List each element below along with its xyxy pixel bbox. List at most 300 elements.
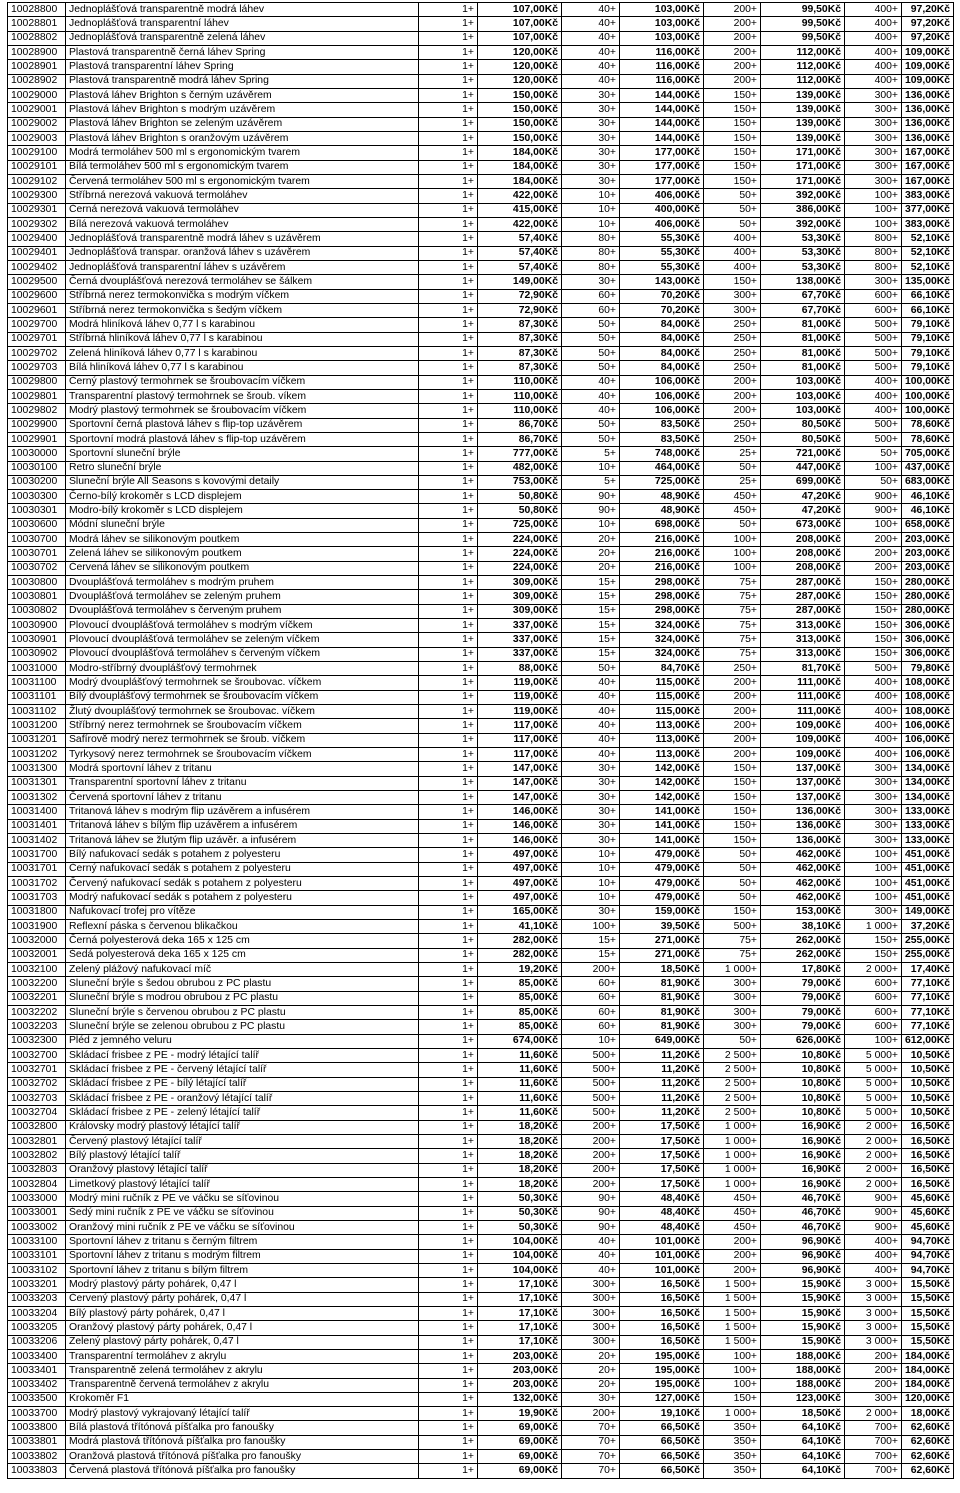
- price-tier-3: 109,00Kč: [761, 748, 845, 762]
- qty-tier-2: 10+: [562, 518, 620, 532]
- product-code: 10032001: [8, 948, 66, 962]
- price-tier-2: 127,00Kč: [620, 1392, 704, 1406]
- product-name: Dvouplášťová termoláhev se zeleným pruhem: [66, 590, 419, 604]
- table-row: [8, 862, 954, 876]
- qty-tier-1: 1+: [419, 504, 478, 518]
- price-tier-1: 85,00Kč: [478, 1020, 562, 1034]
- qty-tier-3: 200+: [704, 17, 761, 31]
- price-tier-3: 103,00Kč: [761, 404, 845, 418]
- price-tier-2: 17,50Kč: [620, 1134, 704, 1148]
- qty-tier-4: 700+: [845, 1421, 902, 1435]
- price-tier-2: 103,00Kč: [620, 31, 704, 45]
- qty-tier-1: 1+: [419, 131, 478, 145]
- price-tier-1: 107,00Kč: [478, 3, 562, 17]
- price-tier-3: 81,00Kč: [761, 361, 845, 375]
- product-code: 10033800: [8, 1421, 66, 1435]
- product-name: Tritanová láhev se žlutým flip uzávěr. a infusérem: [66, 834, 419, 848]
- qty-tier-2: 60+: [562, 991, 620, 1005]
- table-row: [8, 705, 954, 719]
- qty-tier-3: 250+: [704, 432, 761, 446]
- price-tier-4: 109,00Kč: [902, 74, 954, 88]
- product-code: 10031000: [8, 662, 66, 676]
- price-tier-4: 37,20Kč: [902, 920, 954, 934]
- qty-tier-4: 150+: [845, 604, 902, 618]
- qty-tier-4: 3 000+: [845, 1278, 902, 1292]
- price-tier-1: 11,60Kč: [478, 1106, 562, 1120]
- price-tier-3: 16,90Kč: [761, 1177, 845, 1191]
- price-tier-1: 50,30Kč: [478, 1220, 562, 1234]
- qty-tier-1: 1+: [419, 576, 478, 590]
- product-code: 10030800: [8, 576, 66, 590]
- qty-tier-1: 1+: [419, 676, 478, 690]
- product-code: 10028901: [8, 60, 66, 74]
- price-tier-3: 111,00Kč: [761, 705, 845, 719]
- product-code: 10031402: [8, 834, 66, 848]
- qty-tier-1: 1+: [419, 189, 478, 203]
- qty-tier-4: 400+: [845, 60, 902, 74]
- price-tier-1: 120,00Kč: [478, 74, 562, 88]
- product-code: 10033002: [8, 1220, 66, 1234]
- price-tier-4: 10,50Kč: [902, 1106, 954, 1120]
- price-tier-4: 136,00Kč: [902, 131, 954, 145]
- price-tier-3: 111,00Kč: [761, 690, 845, 704]
- qty-tier-4: 300+: [845, 805, 902, 819]
- table-row: [8, 1048, 954, 1062]
- qty-tier-3: 1 500+: [704, 1278, 761, 1292]
- price-tier-1: 309,00Kč: [478, 604, 562, 618]
- qty-tier-1: 1+: [419, 318, 478, 332]
- product-name: Šedý mini ručník z PE ve váčku se síťovinou: [66, 1206, 419, 1220]
- qty-tier-2: 500+: [562, 1106, 620, 1120]
- qty-tier-4: 800+: [845, 232, 902, 246]
- price-tier-2: 81,90Kč: [620, 1020, 704, 1034]
- price-tier-3: 99,50Kč: [761, 31, 845, 45]
- table-row: [8, 217, 954, 231]
- qty-tier-2: 70+: [562, 1421, 620, 1435]
- qty-tier-2: 40+: [562, 733, 620, 747]
- price-tier-4: 79,10Kč: [902, 318, 954, 332]
- product-code: 10031202: [8, 748, 66, 762]
- price-tier-1: 104,00Kč: [478, 1249, 562, 1263]
- qty-tier-4: 100+: [845, 189, 902, 203]
- price-tier-1: 17,10Kč: [478, 1321, 562, 1335]
- qty-tier-4: 400+: [845, 17, 902, 31]
- price-tier-2: 66,50Kč: [620, 1435, 704, 1449]
- price-tier-3: 137,00Kč: [761, 776, 845, 790]
- table-row: [8, 332, 954, 346]
- table-row: [8, 1407, 954, 1421]
- qty-tier-2: 30+: [562, 117, 620, 131]
- price-tier-4: 77,10Kč: [902, 1020, 954, 1034]
- qty-tier-2: 30+: [562, 131, 620, 145]
- qty-tier-3: 300+: [704, 303, 761, 317]
- product-code: 10029301: [8, 203, 66, 217]
- product-code: 10032703: [8, 1091, 66, 1105]
- price-tier-3: 80,50Kč: [761, 432, 845, 446]
- qty-tier-3: 450+: [704, 504, 761, 518]
- qty-tier-1: 1+: [419, 246, 478, 260]
- product-name: Sluneční brýle s červenou obrubou z PC plastu: [66, 1005, 419, 1019]
- price-tier-4: 108,00Kč: [902, 705, 954, 719]
- qty-tier-1: 1+: [419, 977, 478, 991]
- qty-tier-3: 300+: [704, 1005, 761, 1019]
- qty-tier-1: 1+: [419, 690, 478, 704]
- table-row: [8, 1435, 954, 1449]
- price-tier-3: 109,00Kč: [761, 719, 845, 733]
- price-tier-2: 141,00Kč: [620, 834, 704, 848]
- qty-tier-3: 50+: [704, 217, 761, 231]
- product-name: Jednoplášťová transparentní láhev s uzávěrem: [66, 260, 419, 274]
- qty-tier-1: 1+: [419, 1235, 478, 1249]
- qty-tier-2: 60+: [562, 977, 620, 991]
- qty-tier-4: 400+: [845, 690, 902, 704]
- qty-tier-1: 1+: [419, 633, 478, 647]
- product-name: Bílý plastový létající talíř: [66, 1149, 419, 1163]
- qty-tier-2: 40+: [562, 676, 620, 690]
- price-tier-4: 79,10Kč: [902, 346, 954, 360]
- price-tier-1: 203,00Kč: [478, 1378, 562, 1392]
- qty-tier-2: 100+: [562, 920, 620, 934]
- price-tier-4: 62,60Kč: [902, 1464, 954, 1478]
- price-tier-1: 150,00Kč: [478, 117, 562, 131]
- qty-tier-4: 400+: [845, 389, 902, 403]
- price-tier-1: 120,00Kč: [478, 60, 562, 74]
- price-tier-4: 97,20Kč: [902, 31, 954, 45]
- price-tier-2: 81,90Kč: [620, 977, 704, 991]
- product-code: 10029702: [8, 346, 66, 360]
- price-tier-3: 313,00Kč: [761, 619, 845, 633]
- qty-tier-3: 250+: [704, 361, 761, 375]
- product-code: 10032201: [8, 991, 66, 1005]
- price-tier-3: 287,00Kč: [761, 576, 845, 590]
- price-tier-3: 111,00Kč: [761, 676, 845, 690]
- price-tier-4: 16,50Kč: [902, 1177, 954, 1191]
- qty-tier-4: 300+: [845, 819, 902, 833]
- product-code: 10029002: [8, 117, 66, 131]
- table-row: [8, 289, 954, 303]
- qty-tier-4: 300+: [845, 103, 902, 117]
- qty-tier-2: 30+: [562, 174, 620, 188]
- price-tier-1: 674,00Kč: [478, 1034, 562, 1048]
- qty-tier-2: 500+: [562, 1091, 620, 1105]
- price-tier-3: 64,10Kč: [761, 1450, 845, 1464]
- qty-tier-4: 300+: [845, 131, 902, 145]
- table-row: [8, 690, 954, 704]
- qty-tier-1: 1+: [419, 533, 478, 547]
- table-row: [8, 160, 954, 174]
- qty-tier-2: 40+: [562, 748, 620, 762]
- product-code: 10029901: [8, 432, 66, 446]
- product-name: Modrá láhev se silikonovým poutkem: [66, 533, 419, 547]
- qty-tier-3: 1 000+: [704, 1407, 761, 1421]
- product-name: Pléd z jemného veluru: [66, 1034, 419, 1048]
- product-code: 10031900: [8, 920, 66, 934]
- qty-tier-1: 1+: [419, 1450, 478, 1464]
- table-row: [8, 1220, 954, 1234]
- price-tier-2: 725,00Kč: [620, 475, 704, 489]
- qty-tier-2: 30+: [562, 805, 620, 819]
- qty-tier-3: 200+: [704, 733, 761, 747]
- price-tier-4: 612,00Kč: [902, 1034, 954, 1048]
- price-tier-3: 53,30Kč: [761, 260, 845, 274]
- table-row: [8, 1077, 954, 1091]
- qty-tier-1: 1+: [419, 705, 478, 719]
- qty-tier-2: 30+: [562, 791, 620, 805]
- qty-tier-4: 100+: [845, 217, 902, 231]
- price-tier-1: 337,00Kč: [478, 619, 562, 633]
- qty-tier-2: 200+: [562, 962, 620, 976]
- price-tier-3: 392,00Kč: [761, 217, 845, 231]
- qty-tier-2: 40+: [562, 45, 620, 59]
- price-tier-4: 203,00Kč: [902, 533, 954, 547]
- qty-tier-4: 400+: [845, 3, 902, 17]
- price-tier-3: 53,30Kč: [761, 232, 845, 246]
- price-tier-1: 203,00Kč: [478, 1364, 562, 1378]
- price-tier-2: 144,00Kč: [620, 117, 704, 131]
- qty-tier-3: 150+: [704, 819, 761, 833]
- price-list-table: [7, 2, 954, 1479]
- qty-tier-3: 50+: [704, 461, 761, 475]
- price-tier-1: 117,00Kč: [478, 733, 562, 747]
- price-tier-3: 15,90Kč: [761, 1306, 845, 1320]
- product-code: 10028900: [8, 45, 66, 59]
- qty-tier-4: 2 000+: [845, 1149, 902, 1163]
- price-tier-3: 15,90Kč: [761, 1335, 845, 1349]
- qty-tier-2: 50+: [562, 361, 620, 375]
- table-row: [8, 1063, 954, 1077]
- price-tier-2: 66,50Kč: [620, 1464, 704, 1478]
- table-row: [8, 977, 954, 991]
- qty-tier-3: 150+: [704, 791, 761, 805]
- qty-tier-2: 40+: [562, 31, 620, 45]
- product-name: Bílá plastová třítónová píšťalka pro fanoušky: [66, 1421, 419, 1435]
- price-tier-2: 116,00Kč: [620, 74, 704, 88]
- price-tier-4: 306,00Kč: [902, 633, 954, 647]
- qty-tier-1: 1+: [419, 74, 478, 88]
- table-row: [8, 805, 954, 819]
- price-tier-3: 699,00Kč: [761, 475, 845, 489]
- price-tier-2: 11,20Kč: [620, 1091, 704, 1105]
- price-tier-2: 142,00Kč: [620, 762, 704, 776]
- product-code: 10029401: [8, 246, 66, 260]
- qty-tier-4: 300+: [845, 146, 902, 160]
- qty-tier-1: 1+: [419, 260, 478, 274]
- product-name: Sportovní modrá plastová láhev s flip-top uzávěrem: [66, 432, 419, 446]
- qty-tier-3: 2 500+: [704, 1063, 761, 1077]
- price-tier-2: 16,50Kč: [620, 1292, 704, 1306]
- price-tier-4: 106,00Kč: [902, 748, 954, 762]
- price-tier-3: 16,90Kč: [761, 1134, 845, 1148]
- price-tier-1: 19,90Kč: [478, 1407, 562, 1421]
- table-row: [8, 447, 954, 461]
- product-name: Červená plastová třítónová píšťalka pro fanoušky: [66, 1464, 419, 1478]
- qty-tier-3: 75+: [704, 948, 761, 962]
- price-tier-4: 135,00Kč: [902, 275, 954, 289]
- qty-tier-4: 500+: [845, 332, 902, 346]
- product-name: Červený plastový létající talíř: [66, 1134, 419, 1148]
- product-name: Červený plastový párty pohárek, 0,47 l: [66, 1292, 419, 1306]
- qty-tier-3: 350+: [704, 1450, 761, 1464]
- product-code: 10033205: [8, 1321, 66, 1335]
- price-tier-4: 451,00Kč: [902, 848, 954, 862]
- price-tier-3: 188,00Kč: [761, 1349, 845, 1363]
- qty-tier-1: 1+: [419, 604, 478, 618]
- table-row: [8, 920, 954, 934]
- product-code: 10028902: [8, 74, 66, 88]
- price-tier-4: 15,50Kč: [902, 1321, 954, 1335]
- price-tier-3: 16,90Kč: [761, 1163, 845, 1177]
- qty-tier-4: 800+: [845, 246, 902, 260]
- price-tier-1: 18,20Kč: [478, 1163, 562, 1177]
- product-code: 10033102: [8, 1263, 66, 1277]
- price-tier-3: 64,10Kč: [761, 1435, 845, 1449]
- qty-tier-1: 1+: [419, 805, 478, 819]
- price-tier-4: 78,60Kč: [902, 418, 954, 432]
- qty-tier-3: 150+: [704, 275, 761, 289]
- qty-tier-1: 1+: [419, 905, 478, 919]
- qty-tier-3: 1 000+: [704, 1163, 761, 1177]
- price-tier-4: 136,00Kč: [902, 103, 954, 117]
- product-name: Červená termoláhev 500 ml s ergonomickým tvarem: [66, 174, 419, 188]
- qty-tier-3: 150+: [704, 117, 761, 131]
- product-name: Stříbrná nerez termokonvička s šedým víčkem: [66, 303, 419, 317]
- table-row: [8, 791, 954, 805]
- qty-tier-2: 60+: [562, 303, 620, 317]
- qty-tier-3: 200+: [704, 705, 761, 719]
- price-tier-2: 649,00Kč: [620, 1034, 704, 1048]
- qty-tier-4: 400+: [845, 719, 902, 733]
- table-row: [8, 561, 954, 575]
- qty-tier-2: 15+: [562, 633, 620, 647]
- price-tier-3: 81,70Kč: [761, 662, 845, 676]
- qty-tier-2: 10+: [562, 461, 620, 475]
- table-row: [8, 146, 954, 160]
- product-code: 10029500: [8, 275, 66, 289]
- qty-tier-4: 500+: [845, 361, 902, 375]
- price-tier-2: 195,00Kč: [620, 1364, 704, 1378]
- product-name: Zelená hliníková láhev 0,77 l s karabinou: [66, 346, 419, 360]
- price-tier-3: 81,00Kč: [761, 346, 845, 360]
- product-code: 10028800: [8, 3, 66, 17]
- product-name: Stříbrná nerezová vakuová termoláhev: [66, 189, 419, 203]
- qty-tier-4: 300+: [845, 776, 902, 790]
- price-tier-1: 119,00Kč: [478, 705, 562, 719]
- product-name: Černo-bílý krokoměr s LCD displejem: [66, 490, 419, 504]
- price-tier-2: 479,00Kč: [620, 891, 704, 905]
- qty-tier-3: 100+: [704, 547, 761, 561]
- qty-tier-4: 2 000+: [845, 1407, 902, 1421]
- qty-tier-2: 15+: [562, 647, 620, 661]
- qty-tier-3: 75+: [704, 934, 761, 948]
- price-tier-3: 15,90Kč: [761, 1278, 845, 1292]
- qty-tier-1: 1+: [419, 1020, 478, 1034]
- price-tier-2: 66,50Kč: [620, 1421, 704, 1435]
- product-name: Tritanová láhev s bílým flip uzávěrem a infusérem: [66, 819, 419, 833]
- qty-tier-4: 2 000+: [845, 1163, 902, 1177]
- qty-tier-2: 300+: [562, 1335, 620, 1349]
- qty-tier-2: 30+: [562, 776, 620, 790]
- price-tier-3: 38,10Kč: [761, 920, 845, 934]
- price-tier-3: 10,80Kč: [761, 1106, 845, 1120]
- qty-tier-4: 1 000+: [845, 920, 902, 934]
- price-tier-2: 142,00Kč: [620, 791, 704, 805]
- qty-tier-3: 400+: [704, 260, 761, 274]
- qty-tier-1: 1+: [419, 432, 478, 446]
- price-tier-4: 451,00Kč: [902, 862, 954, 876]
- qty-tier-1: 1+: [419, 475, 478, 489]
- qty-tier-4: 150+: [845, 633, 902, 647]
- price-tier-3: 81,00Kč: [761, 318, 845, 332]
- table-row: [8, 117, 954, 131]
- price-tier-1: 87,30Kč: [478, 332, 562, 346]
- price-tier-1: 184,00Kč: [478, 174, 562, 188]
- table-row: [8, 318, 954, 332]
- qty-tier-2: 20+: [562, 1378, 620, 1392]
- product-name: Plovoucí dvouplášťová termoláhev s modrým víčkem: [66, 619, 419, 633]
- product-name: Královsky modrý plastový létající talíř: [66, 1120, 419, 1134]
- product-name: Modrá hliníková láhev 0,77 l s karabinou: [66, 318, 419, 332]
- price-tier-4: 451,00Kč: [902, 877, 954, 891]
- price-tier-1: 165,00Kč: [478, 905, 562, 919]
- qty-tier-1: 1+: [419, 1278, 478, 1292]
- price-tier-2: 271,00Kč: [620, 934, 704, 948]
- product-name: Skládací frisbee z PE - oranžový létající talíř: [66, 1091, 419, 1105]
- qty-tier-2: 20+: [562, 547, 620, 561]
- price-tier-1: 147,00Kč: [478, 791, 562, 805]
- price-tier-2: 70,20Kč: [620, 289, 704, 303]
- qty-tier-3: 300+: [704, 289, 761, 303]
- product-name: Bílá termoláhev 500 ml s ergonomickým tvarem: [66, 160, 419, 174]
- price-tier-4: 94,70Kč: [902, 1249, 954, 1263]
- price-tier-3: 99,50Kč: [761, 17, 845, 31]
- qty-tier-3: 300+: [704, 977, 761, 991]
- qty-tier-3: 200+: [704, 690, 761, 704]
- price-tier-1: 309,00Kč: [478, 590, 562, 604]
- price-tier-4: 255,00Kč: [902, 934, 954, 948]
- product-code: 10031700: [8, 848, 66, 862]
- product-name: Stříbrný nerez termohrnek se šroubovacím víčkem: [66, 719, 419, 733]
- product-name: Černá polyesterová deka 165 x 125 cm: [66, 934, 419, 948]
- product-code: 10033500: [8, 1392, 66, 1406]
- qty-tier-1: 1+: [419, 447, 478, 461]
- price-tier-2: 116,00Kč: [620, 60, 704, 74]
- qty-tier-4: 500+: [845, 346, 902, 360]
- table-row: [8, 1450, 954, 1464]
- qty-tier-3: 150+: [704, 805, 761, 819]
- price-tier-2: 84,00Kč: [620, 332, 704, 346]
- price-tier-3: 17,80Kč: [761, 962, 845, 976]
- product-code: 10032202: [8, 1005, 66, 1019]
- table-row: [8, 1306, 954, 1320]
- qty-tier-3: 150+: [704, 131, 761, 145]
- product-name: Transparentní termoláhev z akrylu: [66, 1349, 419, 1363]
- price-tier-4: 280,00Kč: [902, 590, 954, 604]
- table-row: [8, 934, 954, 948]
- qty-tier-1: 1+: [419, 1335, 478, 1349]
- product-code: 10030301: [8, 504, 66, 518]
- product-name: Modro-stříbrný dvouplášťový termohrnek: [66, 662, 419, 676]
- table-row: [8, 547, 954, 561]
- price-tier-2: 81,90Kč: [620, 1005, 704, 1019]
- product-name: Červená láhev se silikonovým poutkem: [66, 561, 419, 575]
- product-name: Skládací frisbee z PE - bílý létající talíř: [66, 1077, 419, 1091]
- table-row: [8, 17, 954, 31]
- price-tier-1: 69,00Kč: [478, 1435, 562, 1449]
- qty-tier-3: 50+: [704, 862, 761, 876]
- qty-tier-2: 10+: [562, 891, 620, 905]
- qty-tier-1: 1+: [419, 862, 478, 876]
- qty-tier-1: 1+: [419, 289, 478, 303]
